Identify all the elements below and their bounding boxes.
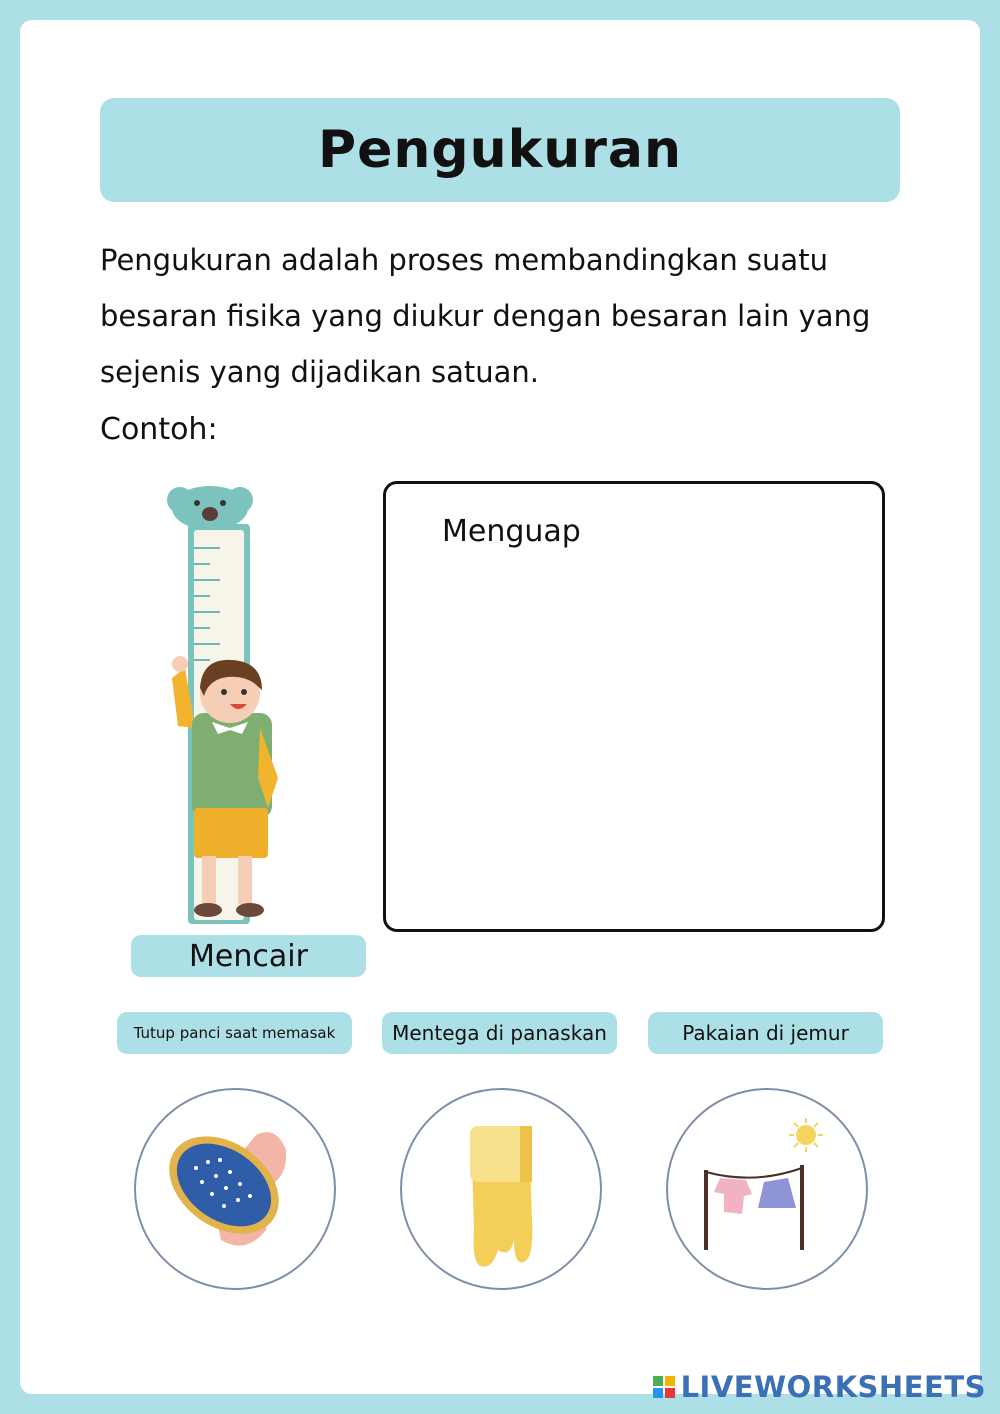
melting-butter-icon (402, 1090, 600, 1288)
option-clothesline[interactable]: Pakaian di jemur (648, 1012, 883, 1054)
clothesline-circle (666, 1088, 868, 1290)
page-title: Pengukuran (318, 120, 682, 180)
melting-butter-circle (400, 1088, 602, 1290)
answer-label-mencair[interactable]: Mencair (131, 935, 366, 977)
pot-lid-circle (134, 1088, 336, 1290)
option-pot-lid[interactable]: Tutup panci saat memasak (117, 1012, 352, 1054)
example-label: Contoh: (100, 412, 218, 447)
answer-box-label: Menguap (442, 514, 581, 549)
liveworksheets-logo-icon (653, 1376, 675, 1398)
option-melting-butter[interactable]: Mentega di panaskan (382, 1012, 617, 1054)
height-measurement-illustration (150, 478, 300, 928)
title-banner (100, 98, 900, 202)
watermark-text: LIVEWORKSHEETS (680, 1370, 986, 1404)
clothesline-icon (668, 1090, 866, 1288)
liveworksheets-watermark (653, 1370, 986, 1404)
pot-lid-icon (136, 1090, 334, 1288)
definition-paragraph: Pengukuran adalah proses membandingkan suatu besaran fisika yang diukur dengan besaran lain yang sejenis yang dijadikan satuan. (100, 243, 871, 389)
answer-drop-box[interactable] (383, 481, 885, 932)
